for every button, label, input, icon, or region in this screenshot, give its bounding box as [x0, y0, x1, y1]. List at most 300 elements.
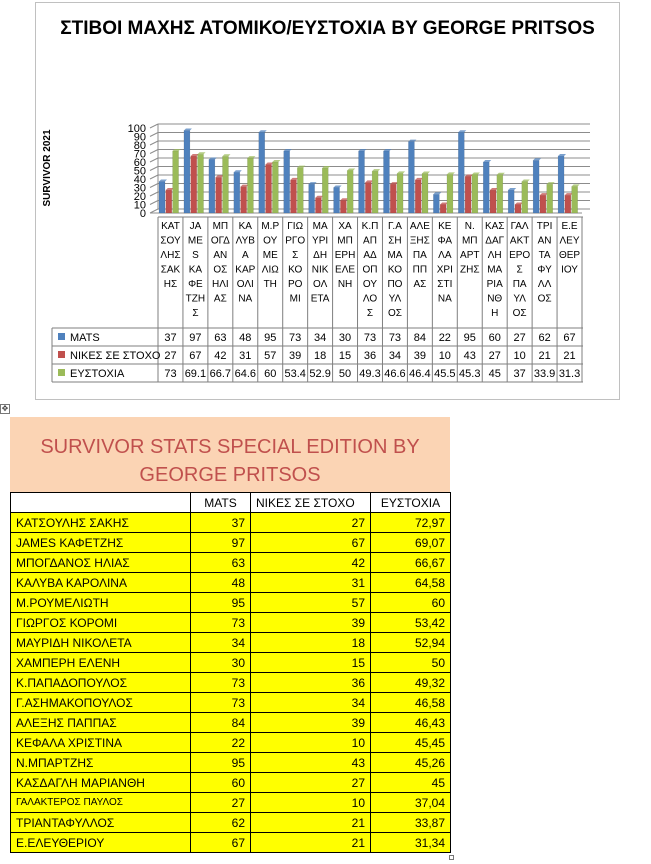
resize-handle[interactable]: [449, 855, 454, 860]
table-row: [11, 653, 451, 673]
category-label: ΟΠ: [362, 264, 378, 276]
bar-top: [572, 184, 580, 186]
data-label: 60: [488, 332, 501, 344]
category-label: ΟΥ: [263, 235, 278, 247]
stat-cell: 37,04: [371, 793, 451, 813]
bar-chart: [0, 0, 651, 400]
bar-top: [259, 130, 267, 132]
player-name-cell: ΚΑΤΣΟΥΛΗΣ ΣΑΚΗΣ: [11, 513, 191, 533]
bar: [291, 180, 297, 213]
category-label: ΜΙ: [289, 293, 301, 305]
stat-cell: 69,07: [371, 533, 451, 553]
bar-top: [372, 169, 380, 171]
category-label: ΛΙΩ: [261, 264, 279, 276]
grid-line-side: [150, 133, 158, 137]
category-label: ΛΑ: [438, 250, 452, 261]
stat-cell: 95: [191, 593, 251, 613]
column-header: MATS: [191, 493, 251, 513]
data-label: 64.6: [234, 368, 257, 380]
category-label: ΜΑ: [312, 221, 328, 232]
category-label: JA: [189, 221, 202, 232]
legend-entry: ΕΥΣΤΟΧΙΑ: [70, 368, 125, 380]
category-label: ΟΣ: [512, 308, 527, 319]
bar: [241, 187, 247, 213]
grid-line-side: [150, 201, 158, 205]
data-label: 31.3: [558, 368, 581, 380]
legend-key: [58, 333, 65, 340]
grid-line-side: [150, 192, 158, 196]
category-label: ΛΥΒ: [235, 235, 255, 247]
table-row: [11, 533, 451, 553]
category-label: ΟΥ: [362, 279, 378, 290]
data-label: 60: [264, 368, 277, 380]
bar-top: [397, 171, 405, 173]
y-tick-label: 80: [133, 140, 146, 152]
stat-cell: 27: [191, 793, 251, 813]
table-row: [11, 773, 451, 793]
table-banner: SURVIVOR STATS SPECIAL EDITION BY GEORGE PRITSOS: [10, 417, 450, 492]
bar: [347, 171, 353, 214]
stat-cell: 67: [191, 833, 251, 853]
category-label: ΥΛ: [388, 293, 402, 305]
player-name-cell: Ν.ΜΠΑΡΤΖΗΣ: [11, 753, 191, 773]
data-label: 48: [239, 332, 252, 344]
category-label: ΟΓΔ: [210, 235, 230, 247]
bar-top: [483, 160, 491, 162]
category-label: ΥΡΙ: [312, 235, 329, 247]
stat-cell: 48: [191, 573, 251, 593]
bar: [390, 184, 396, 213]
category-label: ΥΛ: [513, 293, 526, 305]
table-row: [11, 633, 451, 653]
category-label: Η: [491, 308, 499, 319]
bar-top: [184, 129, 192, 131]
category-label: Σ: [192, 308, 199, 319]
player-name-cell: ΜΑΥΡΙΔΗ ΝΙΚΟΛΕΤΑ: [11, 633, 191, 653]
stat-cell: 62: [191, 813, 251, 833]
category-label: ΣΟΥ: [160, 235, 181, 247]
y-axis-label: SURVIVOR 2021: [42, 129, 53, 207]
bar-top: [472, 172, 480, 174]
column-header: [11, 493, 191, 513]
category-label: S: [192, 250, 199, 261]
bar-top: [447, 172, 455, 174]
bar: [216, 177, 222, 213]
player-name-cell: Μ.ΡΟΥΜΕΛΙΩΤΗ: [11, 593, 191, 613]
bar: [447, 174, 453, 213]
bar-top: [159, 180, 167, 182]
category-label: ΔΑΓ: [485, 235, 505, 247]
category-label: ΚΑ: [238, 221, 252, 232]
data-label: 45.5: [434, 368, 456, 380]
stats-table: [10, 492, 451, 853]
player-name-cell: Ε.ΕΛΕΥΘΕΡΙΟΥ: [11, 833, 191, 853]
legend-key: [58, 369, 65, 376]
stat-cell: 34: [251, 693, 371, 713]
category-label: ΑΡΤ: [460, 250, 480, 261]
player-name-cell: ΑΛΕΞΗΣ ΠΑΠΠΑΣ: [11, 713, 191, 733]
stat-cell: 50: [371, 653, 451, 673]
bar: [198, 154, 204, 213]
stat-cell: 72,97: [371, 513, 451, 533]
data-label: 95: [463, 332, 476, 344]
stat-cell: 73: [191, 613, 251, 633]
data-label: 10: [438, 350, 451, 362]
bar-top: [422, 172, 430, 174]
bar: [272, 162, 278, 213]
bar: [247, 158, 253, 213]
category-label: ΝΑ: [238, 293, 253, 305]
category-label: ΗΣ: [163, 279, 178, 290]
grid-line-side: [150, 158, 158, 162]
bar-top: [222, 154, 230, 156]
category-label: ΣΗ: [388, 235, 402, 247]
data-label: 10: [513, 350, 526, 362]
category-label: ΛΟ: [362, 293, 378, 305]
stat-cell: 95: [191, 753, 251, 773]
category-label: ΠΑ: [412, 250, 427, 261]
bar: [497, 175, 503, 213]
bar: [184, 131, 190, 213]
category-label: ΑΚΤ: [509, 235, 530, 247]
category-label: ΠΟ: [387, 279, 403, 290]
bar: [572, 186, 578, 213]
player-name-cell: ΤΡΙΑΝΤΑΦΥΛΛΟΣ: [11, 813, 191, 833]
stat-cell: 37: [191, 513, 251, 533]
category-label: Ε.Ε: [561, 221, 578, 232]
data-label: 67: [189, 350, 202, 362]
y-tick-label: 30: [133, 182, 146, 195]
bar-top: [347, 169, 355, 171]
player-name-cell: ΓΑΛΑΚΤΕΡΟΣ ΠΑΥΛΟΣ: [11, 793, 191, 813]
category-label: ΛΕΥ: [559, 235, 580, 247]
data-label: 33.9: [533, 368, 556, 380]
data-label: 46.6: [384, 368, 406, 380]
bar: [422, 174, 428, 213]
data-label: 18: [313, 350, 327, 362]
table-row: [11, 673, 451, 693]
category-label: ΟΛ: [312, 279, 328, 290]
data-label: 22: [438, 332, 451, 344]
bar: [522, 182, 528, 213]
category-label: ΡΙΑ: [486, 279, 503, 290]
table-row: [11, 793, 451, 813]
stat-cell: 22: [191, 733, 251, 753]
grid-line-side: [150, 167, 158, 171]
data-label: 49.3: [359, 368, 381, 380]
bar: [266, 165, 272, 213]
y-tick-label: 0: [139, 208, 146, 220]
category-label: Σ: [292, 250, 299, 261]
stat-cell: 52,94: [371, 633, 451, 653]
category-label: ΤΡΙ: [536, 221, 553, 232]
data-label: 37: [164, 332, 177, 344]
bar: [515, 205, 521, 214]
grid-line-side: [150, 209, 158, 213]
grid-line-side: [150, 124, 158, 128]
legend-entry: ΝΙΚΕΣ ΣΕ ΣΤΟΧΟ: [70, 350, 161, 362]
y-tick-label: 90: [133, 131, 146, 144]
category-label: ΦΑ: [437, 235, 453, 247]
category-label: ΑΔ: [363, 250, 377, 261]
bar: [565, 195, 571, 213]
bar: [508, 190, 514, 213]
category-label: ΚΑ: [188, 264, 203, 276]
bar: [340, 200, 346, 213]
data-label: 84: [413, 332, 427, 344]
category-label: Α: [241, 250, 249, 261]
category-label: ΜΠ: [461, 235, 478, 247]
stat-cell: 45: [371, 773, 451, 793]
player-name-cell: ΜΠΟΓΔΑΝΟΣ ΗΛΙΑΣ: [11, 553, 191, 573]
bar: [372, 171, 378, 213]
table-row: [11, 593, 451, 613]
player-name-cell: ΓΙΩΡΓΟΣ ΚΟΡΟΜΙ: [11, 613, 191, 633]
y-tick-label: 70: [133, 148, 146, 161]
stat-cell: 73: [191, 693, 251, 713]
bar: [472, 174, 478, 213]
bar: [547, 184, 553, 213]
data-label: 43: [463, 350, 476, 362]
bar: [440, 205, 446, 214]
bar: [191, 156, 197, 213]
stat-cell: 10: [251, 793, 371, 813]
bar: [259, 132, 265, 213]
category-label: ΑΝ: [537, 235, 552, 247]
category-label: ΤΗ: [263, 279, 277, 290]
data-label: 42: [214, 350, 227, 362]
data-label: 39: [413, 350, 427, 362]
stat-cell: 64,58: [371, 573, 451, 593]
table-row: [11, 813, 451, 833]
category-label: ΜΕ: [187, 235, 203, 247]
category-label: ΚΟ: [288, 264, 303, 276]
category-label: ΝΘ: [487, 293, 503, 305]
category-label: ΕΡΟ: [509, 250, 531, 261]
stat-cell: 39: [251, 613, 371, 633]
data-label: 57: [264, 350, 277, 362]
stat-cell: 67: [251, 533, 371, 553]
category-label: ΑΝ: [213, 250, 228, 261]
data-label: 27: [164, 350, 177, 362]
move-handle-icon[interactable]: ✥: [1, 404, 9, 413]
bar: [465, 176, 471, 213]
data-label: 27: [513, 332, 526, 344]
stat-cell: 46,43: [371, 713, 451, 733]
column-header: ΕΥΣΤΟΧΙΑ: [371, 493, 451, 513]
data-label: 52.9: [309, 368, 331, 380]
data-label: 63: [214, 332, 227, 344]
bar: [209, 159, 215, 213]
bar: [365, 182, 371, 213]
category-label: ΜΠ: [212, 221, 229, 232]
stat-cell: 43: [251, 753, 371, 773]
bar: [159, 182, 165, 213]
bar: [166, 190, 172, 213]
stat-cell: 27: [251, 773, 371, 793]
legend-key: [58, 351, 65, 358]
category-label: ΖΗΣ: [460, 264, 480, 276]
category-label: ΜΑ: [387, 250, 403, 261]
category-label: ΕΤΑ: [310, 293, 330, 305]
data-label: 73: [363, 332, 377, 344]
grid-line-side: [150, 175, 158, 179]
category-label: ΦΕ: [188, 279, 203, 290]
category-label: ΧΑ: [338, 221, 352, 232]
table-row: [11, 613, 451, 633]
category-label: ΤΑ: [538, 250, 551, 261]
bar: [533, 160, 539, 213]
data-label: 30: [338, 332, 352, 344]
category-label: ΣΤΙ: [437, 279, 453, 290]
stat-cell: 60: [191, 773, 251, 793]
y-tick-label: 60: [133, 157, 146, 169]
bar: [458, 132, 464, 213]
data-label: 21: [538, 350, 551, 362]
data-label: 34: [313, 332, 327, 344]
y-tick-label: 100: [127, 123, 146, 135]
category-label: ΕΡΗ: [334, 250, 356, 261]
data-label: 39: [289, 350, 302, 362]
stat-cell: 21: [251, 813, 371, 833]
player-name-cell: ΚΑΛΥΒΑ ΚΑΡΟΛΙΝΑ: [11, 573, 191, 593]
category-label: ΓΙΩ: [287, 221, 304, 232]
category-label: ΜΠ: [337, 235, 353, 247]
category-label: Σ: [516, 264, 523, 276]
stat-cell: 84: [191, 713, 251, 733]
stat-cell: 34: [191, 633, 251, 653]
data-label: 66.7: [209, 368, 232, 380]
category-label: ΔΗ: [313, 250, 328, 261]
category-label: ΚΑΤ: [161, 221, 180, 232]
bar: [173, 151, 179, 213]
stats-table-section: [10, 417, 450, 853]
stat-cell: 60: [371, 593, 451, 613]
stat-cell: 21: [251, 833, 371, 853]
stat-cell: 63: [191, 553, 251, 573]
data-label: 95: [264, 332, 277, 344]
category-label: ΚΟ: [387, 264, 403, 276]
stat-cell: 31: [251, 573, 371, 593]
bar: [334, 188, 340, 214]
bar-top: [234, 170, 242, 172]
stat-cell: 42: [251, 553, 371, 573]
data-label: 46.4: [409, 368, 431, 380]
bar-top: [334, 186, 342, 188]
category-label: ΝΗ: [337, 279, 353, 290]
stat-cell: 53,42: [371, 613, 451, 633]
bar: [433, 194, 439, 213]
bar-top: [497, 173, 505, 175]
table-row: [11, 713, 451, 733]
bar: [383, 151, 389, 213]
bar: [315, 198, 321, 213]
bar-top: [558, 154, 566, 156]
grid-line-side: [150, 184, 158, 188]
data-label: 45.3: [459, 368, 481, 380]
player-name-cell: ΧΑΜΠΕΡΗ ΕΛΕΝΗ: [11, 653, 191, 673]
data-label: 97: [189, 332, 202, 344]
bar-top: [433, 192, 441, 194]
bar-top: [198, 152, 206, 154]
y-tick-label: 10: [133, 199, 146, 212]
bar: [309, 184, 315, 213]
category-label: ΑΣ: [213, 293, 227, 305]
category-label: ΚΑΡ: [235, 264, 256, 276]
data-label: 31: [239, 350, 252, 362]
y-tick-label: 20: [133, 191, 146, 203]
stat-cell: 57: [251, 593, 371, 613]
grid-line-side: [150, 141, 158, 145]
stat-cell: 39: [251, 713, 371, 733]
category-label: ΝΑ: [437, 293, 452, 305]
stat-cell: 15: [251, 653, 371, 673]
bar: [415, 180, 421, 213]
category-label: ΠΠ: [412, 264, 428, 276]
bar-top: [522, 180, 530, 182]
table-header-row: [11, 493, 451, 513]
data-label: 62: [538, 332, 551, 344]
bar: [234, 172, 240, 213]
data-label: 21: [563, 350, 576, 362]
table-row: [11, 733, 451, 753]
category-label: ΠΑ: [512, 279, 527, 290]
stat-cell: 27: [251, 513, 371, 533]
data-label: 73: [388, 332, 402, 344]
category-label: ΑΣ: [413, 279, 427, 290]
bar: [540, 195, 546, 213]
category-label: ΣΑΚ: [160, 264, 181, 276]
data-label: 36: [363, 350, 377, 362]
bar: [322, 168, 328, 213]
category-label: Ν.: [464, 221, 475, 232]
bar-top: [508, 188, 516, 190]
stat-cell: 45,45: [371, 733, 451, 753]
category-label: ΦΥ: [537, 264, 552, 276]
category-label: ΡΓΟ: [285, 235, 306, 247]
legend-entry: MATS: [70, 332, 100, 344]
y-tick-label: 40: [133, 174, 146, 186]
bar: [284, 151, 290, 213]
player-name-cell: ΚΕΦΑΛΑ ΧΡΙΣΤΙΝΑ: [11, 733, 191, 753]
category-label: ΛΛ: [537, 279, 552, 290]
stat-cell: 30: [191, 653, 251, 673]
category-label: ΗΛΙ: [212, 279, 229, 290]
category-label: ΙΟΥ: [561, 264, 578, 276]
player-name-cell: JAMES ΚΑΦΕΤΖΗΣ: [11, 533, 191, 553]
category-label: ΝΙΚ: [311, 264, 329, 276]
data-label: 73: [164, 368, 177, 380]
player-name-cell: Γ.ΑΣΗΜΑΚΟΠΟΥΛΟΣ: [11, 693, 191, 713]
table-row: [11, 753, 451, 773]
category-label: ΧΡΙ: [436, 264, 453, 276]
stat-cell: 31,34: [371, 833, 451, 853]
data-label: 73: [289, 332, 302, 344]
stat-cell: 18: [251, 633, 371, 653]
category-label: ΜΑ: [487, 264, 503, 276]
category-label: ΟΛΙ: [236, 279, 254, 290]
data-label: 67: [563, 332, 576, 344]
stat-cell: 49,32: [371, 673, 451, 693]
table-row: [11, 573, 451, 593]
category-label: ΚΕ: [438, 221, 452, 232]
bar-top: [458, 130, 466, 132]
category-label: ΑΠ: [363, 235, 377, 247]
data-label: 50: [338, 368, 352, 380]
stat-cell: 73: [191, 673, 251, 693]
stat-cell: 36: [251, 673, 371, 693]
chart-title: ΣΤΙΒΟΙ ΜΑΧΗΣ ΑΤΟΜΙΚΟ/ΕΥΣΤΟΧΙΑ BY GEORGE PRITSOS: [60, 18, 595, 39]
